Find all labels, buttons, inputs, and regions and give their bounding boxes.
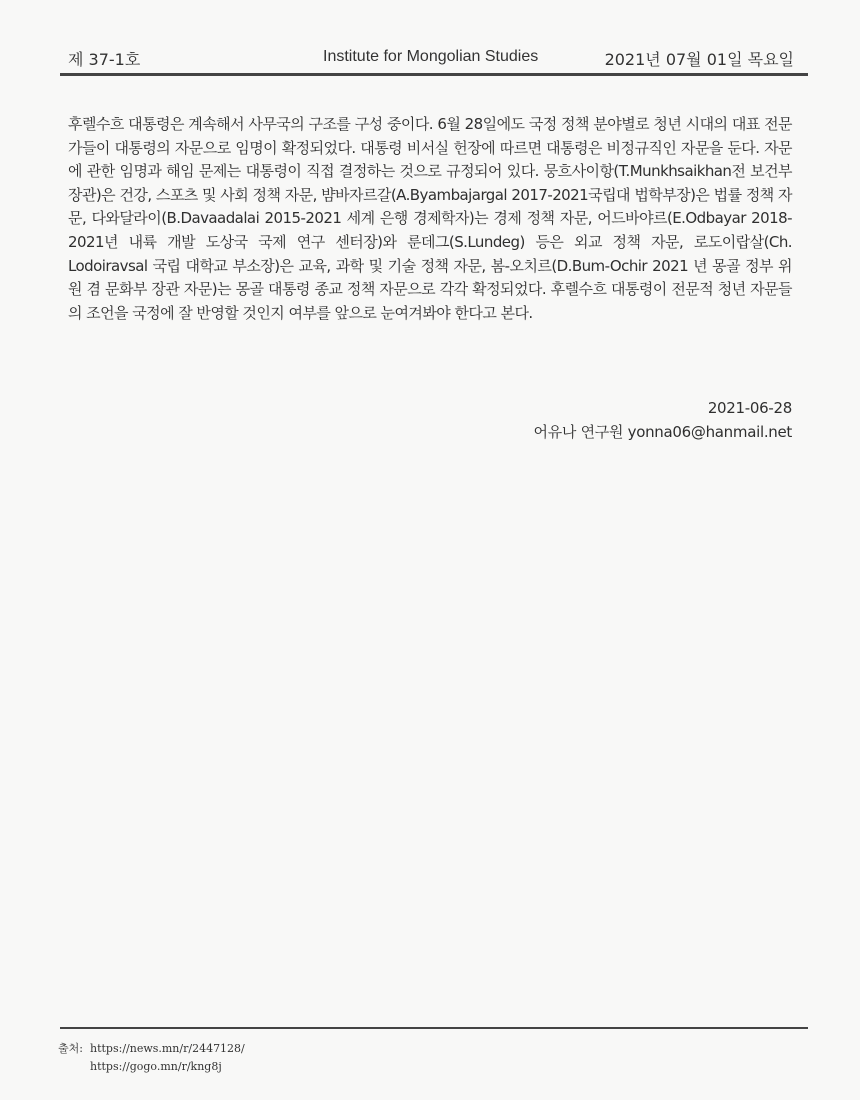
signature-author: 어유나 연구원 yonna06@hanmail.net [533, 423, 792, 441]
source-label: 출처: [58, 1042, 83, 1055]
source-link[interactable]: https://gogo.mn/r/kng8j [90, 1060, 222, 1073]
source-footer [58, 1040, 245, 1076]
source-link[interactable]: https://news.mn/r/2447128/ [90, 1042, 245, 1055]
header-divider [60, 73, 808, 76]
page-header [68, 44, 808, 74]
footer-divider [60, 1027, 808, 1029]
publication-date: 2021년 07월 01일 목요일 [604, 50, 794, 69]
signature-date: 2021-06-28 [707, 399, 792, 417]
article-body: 후렐수흐 대통령은 계속해서 사무국의 구조를 구성 중이다. 6월 28일에도 국정 정책 분야별로 청년 시대의 대표 전문가들이 대통령의 자문으로 임명이 확정되었다. 대통령 비서실 헌장에 따르면 대통령은 비정규직인 자문을 둔다. 자문에 관한 임명과 해임 문제는 대통령이 직접 결정하는 것으로 규정되어 있다. 뭉흐사이항(T.Munkhsaikhan전 보건부 장관)은 건강, 스포츠 및 사회 정책 자문, 뱜바자르갈(A.Byambajargal 2017-2021국립대 법학부장)은 법률 정책 자문, 다와달라이(B.Davaadalai 2015-2021 세계 은행 경제학자)는 경제 정책 자문, 어드바야르(E.Odbayar 2018-2021년 내륙 개발 도상국 국제 연구 센터장)와 룬데그(S.Lundeg) 등은 외교 정책 자문, 로도이랍살(Ch. Lodoiravsal 국립 대학교 부소장)은 교육, 과학 및 기술 정책 자문, 봄-오치르(D.Bum-Ochir 2021 년 몽골 정부 위원 겸 문화부 장관 자문)는 몽골 대통령 종교 정책 자문으로 각각 확정되었다. 후렐수흐 대통령이 전문적 청년 자문들의 조언을 국정에 잘 반영할 것인지 여부를 앞으로 눈여겨봐야 한다고 본다. [68, 115, 792, 322]
issue-number: 제 37-1호 [68, 50, 141, 69]
institute-name: Institute for Mongolian Studies [323, 48, 539, 65]
signature-block [534, 396, 792, 444]
